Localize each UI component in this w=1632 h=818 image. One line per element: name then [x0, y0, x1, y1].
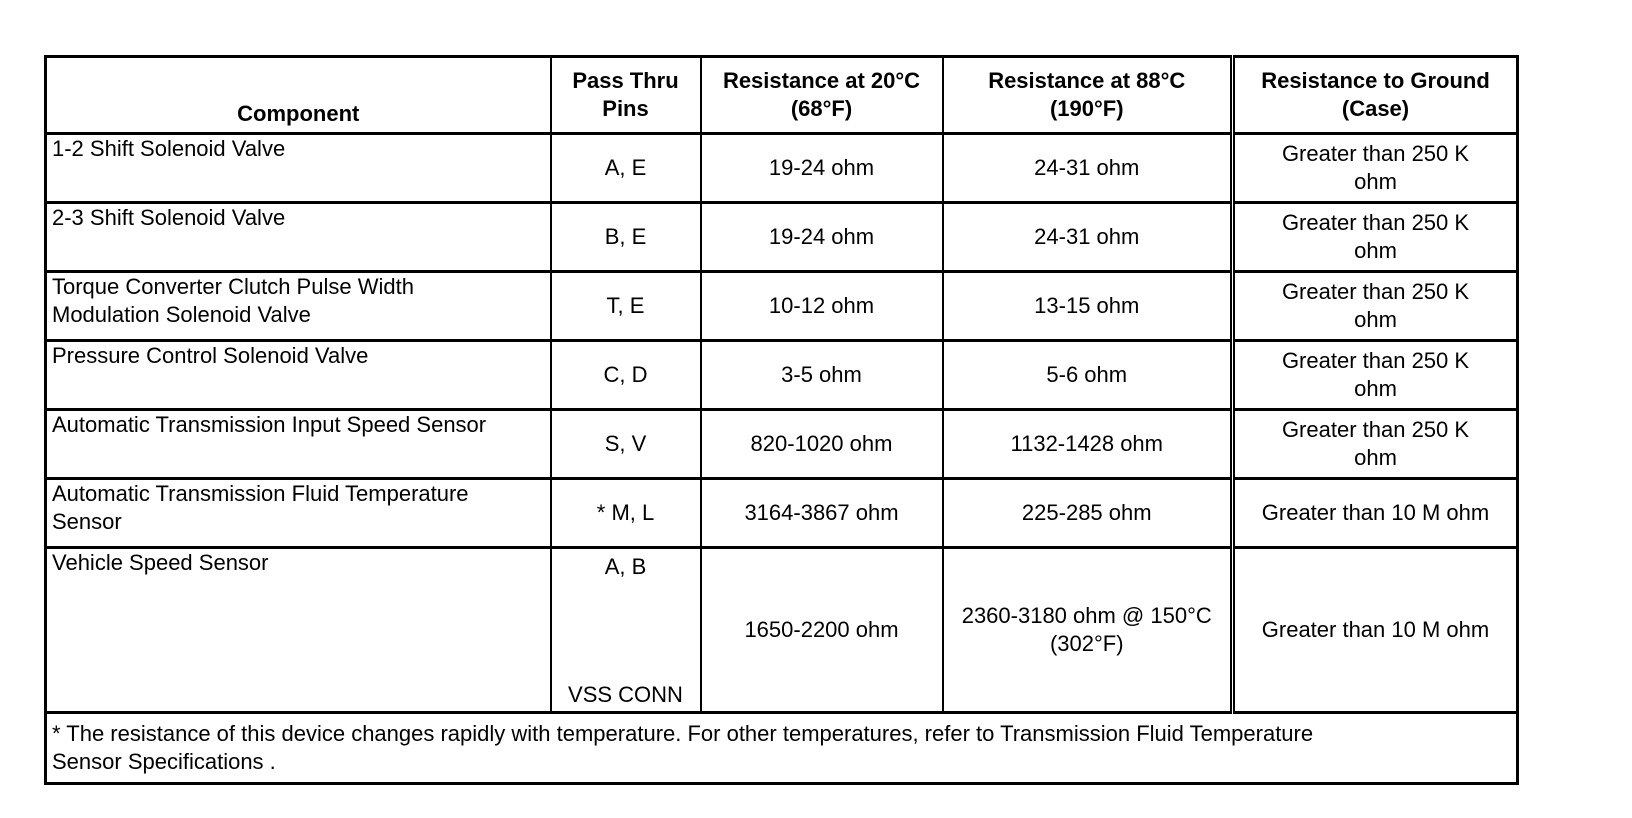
header-res88-line2: (190°F) — [1049, 96, 1124, 121]
component-name: Automatic Transmission Input Speed Sensor — [52, 412, 487, 437]
pins-connector-label: VSS CONN — [568, 682, 683, 707]
res88-value: 13-15 ohm — [1034, 293, 1140, 318]
ground-cell — [1233, 272, 1518, 341]
component-cell — [46, 410, 551, 479]
footnote-cell — [46, 713, 1518, 784]
ground-value-line2: ohm — [1354, 238, 1397, 263]
header-res20 — [701, 57, 943, 134]
res88-value: 225-285 ohm — [1021, 500, 1152, 525]
res20-cell: 3-5 ohm — [701, 341, 943, 410]
res88-value: 5-6 ohm — [1046, 362, 1128, 387]
header-ground-line1: Resistance to Ground — [1261, 68, 1490, 93]
header-pins-line2: Pins — [602, 96, 649, 121]
pins-cell: B, E — [551, 203, 701, 272]
component-cell — [46, 134, 551, 203]
component-name: 1-2 Shift Solenoid Valve — [52, 136, 286, 161]
res88-cell — [943, 134, 1233, 203]
pins-cell: A, E — [551, 134, 701, 203]
pins-cell: S, V — [551, 410, 701, 479]
footnote-line1: * The resistance of this device changes rapidly with temperature. For other temperatures, refer to Transmission Fluid Temperature — [52, 721, 1314, 746]
component-cell — [46, 479, 551, 548]
header-component-label: Component — [237, 101, 360, 126]
res88-value: 24-31 ohm — [1034, 155, 1140, 180]
component-name-line1: Torque Converter Clutch Pulse Width — [52, 274, 414, 299]
ground-cell — [1233, 341, 1518, 410]
component-name-line2: Modulation Solenoid Valve — [52, 302, 311, 327]
ground-value-line2: ohm — [1354, 445, 1397, 470]
header-res88-line1: Resistance at 88°C — [988, 68, 1186, 93]
table-row — [46, 134, 1518, 203]
res88-cell — [943, 341, 1233, 410]
pins-cell: T, E — [551, 272, 701, 341]
component-name: Vehicle Speed Sensor — [52, 550, 269, 575]
res20-cell: 19-24 ohm — [701, 134, 943, 203]
res88-value: 1132-1428 ohm — [1010, 431, 1163, 456]
res88-value-line2: (302°F) — [1049, 631, 1124, 656]
ground-value-line1: Greater than 250 K — [1281, 417, 1470, 442]
header-ground — [1233, 57, 1518, 134]
table-row — [46, 203, 1518, 272]
res20-cell: 3164-3867 ohm — [701, 479, 943, 548]
header-component — [46, 57, 551, 134]
ground-cell — [1233, 134, 1518, 203]
ground-cell — [1233, 410, 1518, 479]
res88-cell — [943, 410, 1233, 479]
component-name-line2: Sensor — [52, 509, 122, 534]
ground-cell: Greater than 10 M ohm — [1233, 479, 1518, 548]
header-row — [46, 57, 1518, 134]
header-pins — [551, 57, 701, 134]
table-row — [46, 341, 1518, 410]
component-cell — [46, 341, 551, 410]
header-res20-line2: (68°F) — [790, 96, 853, 121]
ground-value-line1: Greater than 250 K — [1281, 279, 1470, 304]
res20-cell: 10-12 ohm — [701, 272, 943, 341]
pins-cell — [551, 548, 701, 713]
ground-value-line1: Greater than 250 K — [1281, 210, 1470, 235]
table-row-vss — [46, 548, 1518, 713]
header-res88 — [943, 57, 1233, 134]
res88-cell — [943, 203, 1233, 272]
header-ground-line2: (Case) — [1341, 96, 1410, 121]
ground-value-line2: ohm — [1354, 376, 1397, 401]
pins-cell: C, D — [551, 341, 701, 410]
res88-cell — [943, 479, 1233, 548]
component-cell — [46, 548, 551, 713]
pins-cell: * M, L — [551, 479, 701, 548]
component-cell — [46, 272, 551, 341]
table-row — [46, 479, 1518, 548]
res88-cell — [943, 272, 1233, 341]
res20-cell: 1650-2200 ohm — [701, 548, 943, 713]
res20-cell: 19-24 ohm — [701, 203, 943, 272]
header-pins-line1: Pass Thru — [572, 68, 679, 93]
pins-value: A, B — [604, 554, 647, 579]
component-name-line1: Automatic Transmission Fluid Temperature — [52, 481, 469, 506]
component-name: 2-3 Shift Solenoid Valve — [52, 205, 286, 230]
res88-value: 24-31 ohm — [1034, 224, 1140, 249]
table-row — [46, 410, 1518, 479]
component-name: Pressure Control Solenoid Valve — [52, 343, 369, 368]
footnote-row — [46, 713, 1518, 784]
ground-value-line1: Greater than 250 K — [1281, 141, 1470, 166]
ground-value-line2: ohm — [1354, 169, 1397, 194]
resistance-spec-table — [44, 55, 1519, 785]
footnote-line2: Sensor Specifications . — [52, 749, 276, 774]
res88-cell — [943, 548, 1233, 713]
component-cell — [46, 203, 551, 272]
ground-cell: Greater than 10 M ohm — [1233, 548, 1518, 713]
ground-cell — [1233, 203, 1518, 272]
ground-value-line2: ohm — [1354, 307, 1397, 332]
res20-cell: 820-1020 ohm — [701, 410, 943, 479]
res88-value-line1: 2360-3180 ohm @ 150°C — [961, 603, 1212, 628]
ground-value-line1: Greater than 250 K — [1281, 348, 1470, 373]
header-res20-line1: Resistance at 20°C — [722, 68, 921, 93]
table-row — [46, 272, 1518, 341]
